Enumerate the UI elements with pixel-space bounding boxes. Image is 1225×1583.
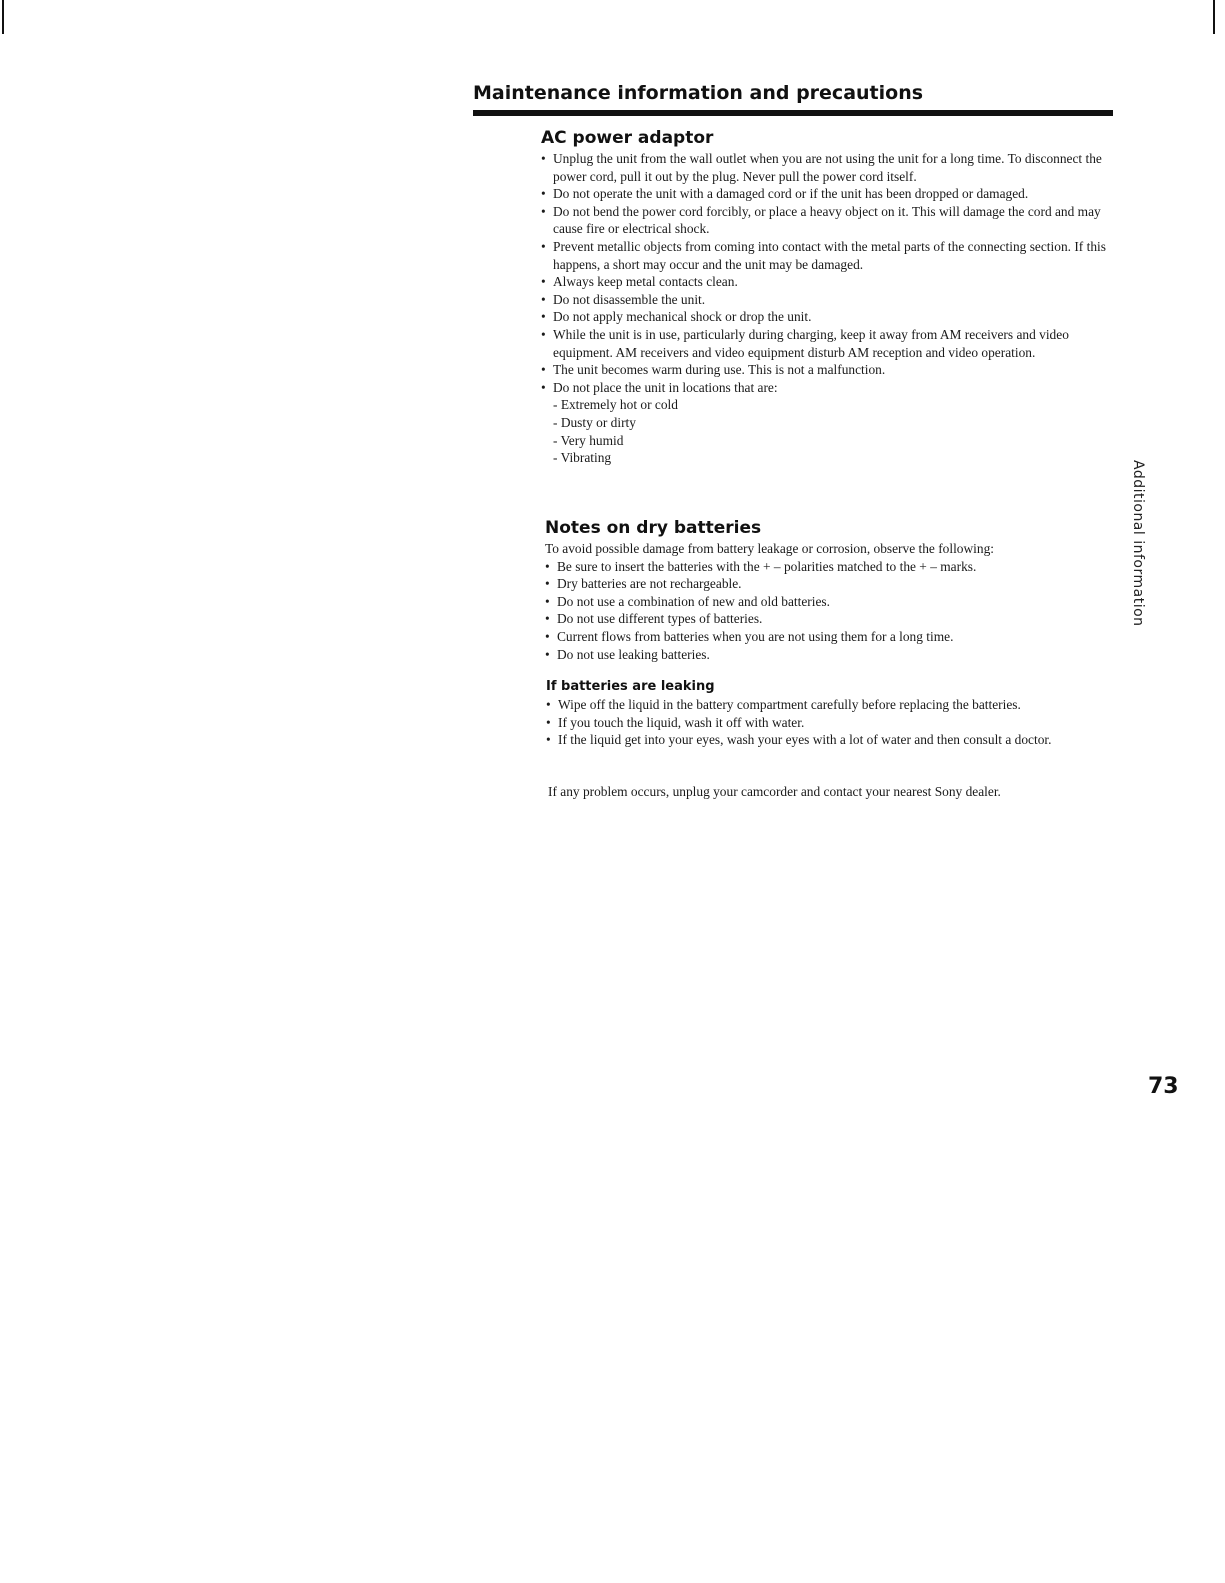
closing-note: If any problem occurs, unplug your camcorder and contact your nearest Sony dealer.: [548, 784, 1001, 799]
leaking-batteries-heading: If batteries are leaking: [546, 679, 715, 694]
list-item: • Do not use leaking batteries.: [545, 646, 1121, 664]
list-item: • Current flows from batteries when you are not using them for a long time.: [545, 628, 1121, 646]
list-item: • If the liquid get into your eyes, wash your eyes with a lot of water and then consult a doctor.: [546, 731, 1122, 749]
list-item: • Wipe off the liquid in the battery compartment carefully before replacing the batteries.: [546, 696, 1122, 714]
list-item: • Prevent metallic objects from coming into contact with the metal parts of the connecting section. If this happens, a short may occur and the unit may be damaged.: [541, 238, 1121, 273]
section-side-tab: Additional information: [1130, 460, 1146, 627]
list-item: • Do not use a combination of new and old batteries.: [545, 593, 1121, 611]
ac-power-adaptor-list: [541, 150, 1121, 396]
list-item: • Do not place the unit in locations that are:: [541, 379, 1121, 397]
list-item: - Dusty or dirty: [541, 414, 1121, 432]
ac-power-adaptor-section: [541, 126, 1121, 467]
list-item: • Always keep metal contacts clean.: [541, 273, 1121, 291]
title-rule: [473, 110, 1113, 116]
dry-batteries-list: [545, 558, 1121, 664]
dry-batteries-heading: Notes on dry batteries: [545, 518, 762, 538]
list-item: • Do not disassemble the unit.: [541, 291, 1121, 309]
list-item: • If you touch the liquid, wash it off with water.: [546, 714, 1122, 732]
list-item: • Unplug the unit from the wall outlet when you are not using the unit for a long time. To disconnect the power cord, pull it out by the plug. Never pull the power cord itself.: [541, 150, 1121, 185]
page-number: 73: [1148, 1074, 1179, 1099]
list-item: • Be sure to insert the batteries with the + – polarities matched to the + – marks.: [545, 558, 1121, 576]
dry-batteries-intro: To avoid possible damage from battery leakage or corrosion, observe the following:: [545, 541, 995, 556]
section-header: [473, 80, 1113, 116]
list-item: • Dry batteries are not rechargeable.: [545, 575, 1121, 593]
list-item: - Extremely hot or cold: [541, 396, 1121, 414]
dry-batteries-section: [545, 516, 1121, 663]
list-item: - Very humid: [541, 432, 1121, 450]
list-item: • The unit becomes warm during use. This is not a malfunction.: [541, 361, 1121, 379]
list-item: • While the unit is in use, particularly during charging, keep it away from AM receivers and video equipment. AM receivers and video equipment disturb AM reception and video operation.: [541, 326, 1121, 361]
list-item: - Vibrating: [541, 449, 1121, 467]
scan-edge-mark-left: [2, 0, 4, 34]
list-item: • Do not apply mechanical shock or drop the unit.: [541, 308, 1121, 326]
ac-power-adaptor-heading: AC power adaptor: [541, 128, 714, 148]
leaking-batteries-section: [546, 678, 1122, 749]
list-item: • Do not use different types of batteries.: [545, 610, 1121, 628]
list-item: • Do not operate the unit with a damaged cord or if the unit has been dropped or damaged.: [541, 185, 1121, 203]
leaking-batteries-list: [546, 696, 1122, 749]
scan-edge-mark-right: [1213, 0, 1215, 34]
list-item: • Do not bend the power cord forcibly, or place a heavy object on it. This will damage the cord and may cause fire or electrical shock.: [541, 203, 1121, 238]
unsuitable-locations-list: [541, 396, 1121, 466]
page-title: Maintenance information and precautions: [473, 82, 924, 104]
